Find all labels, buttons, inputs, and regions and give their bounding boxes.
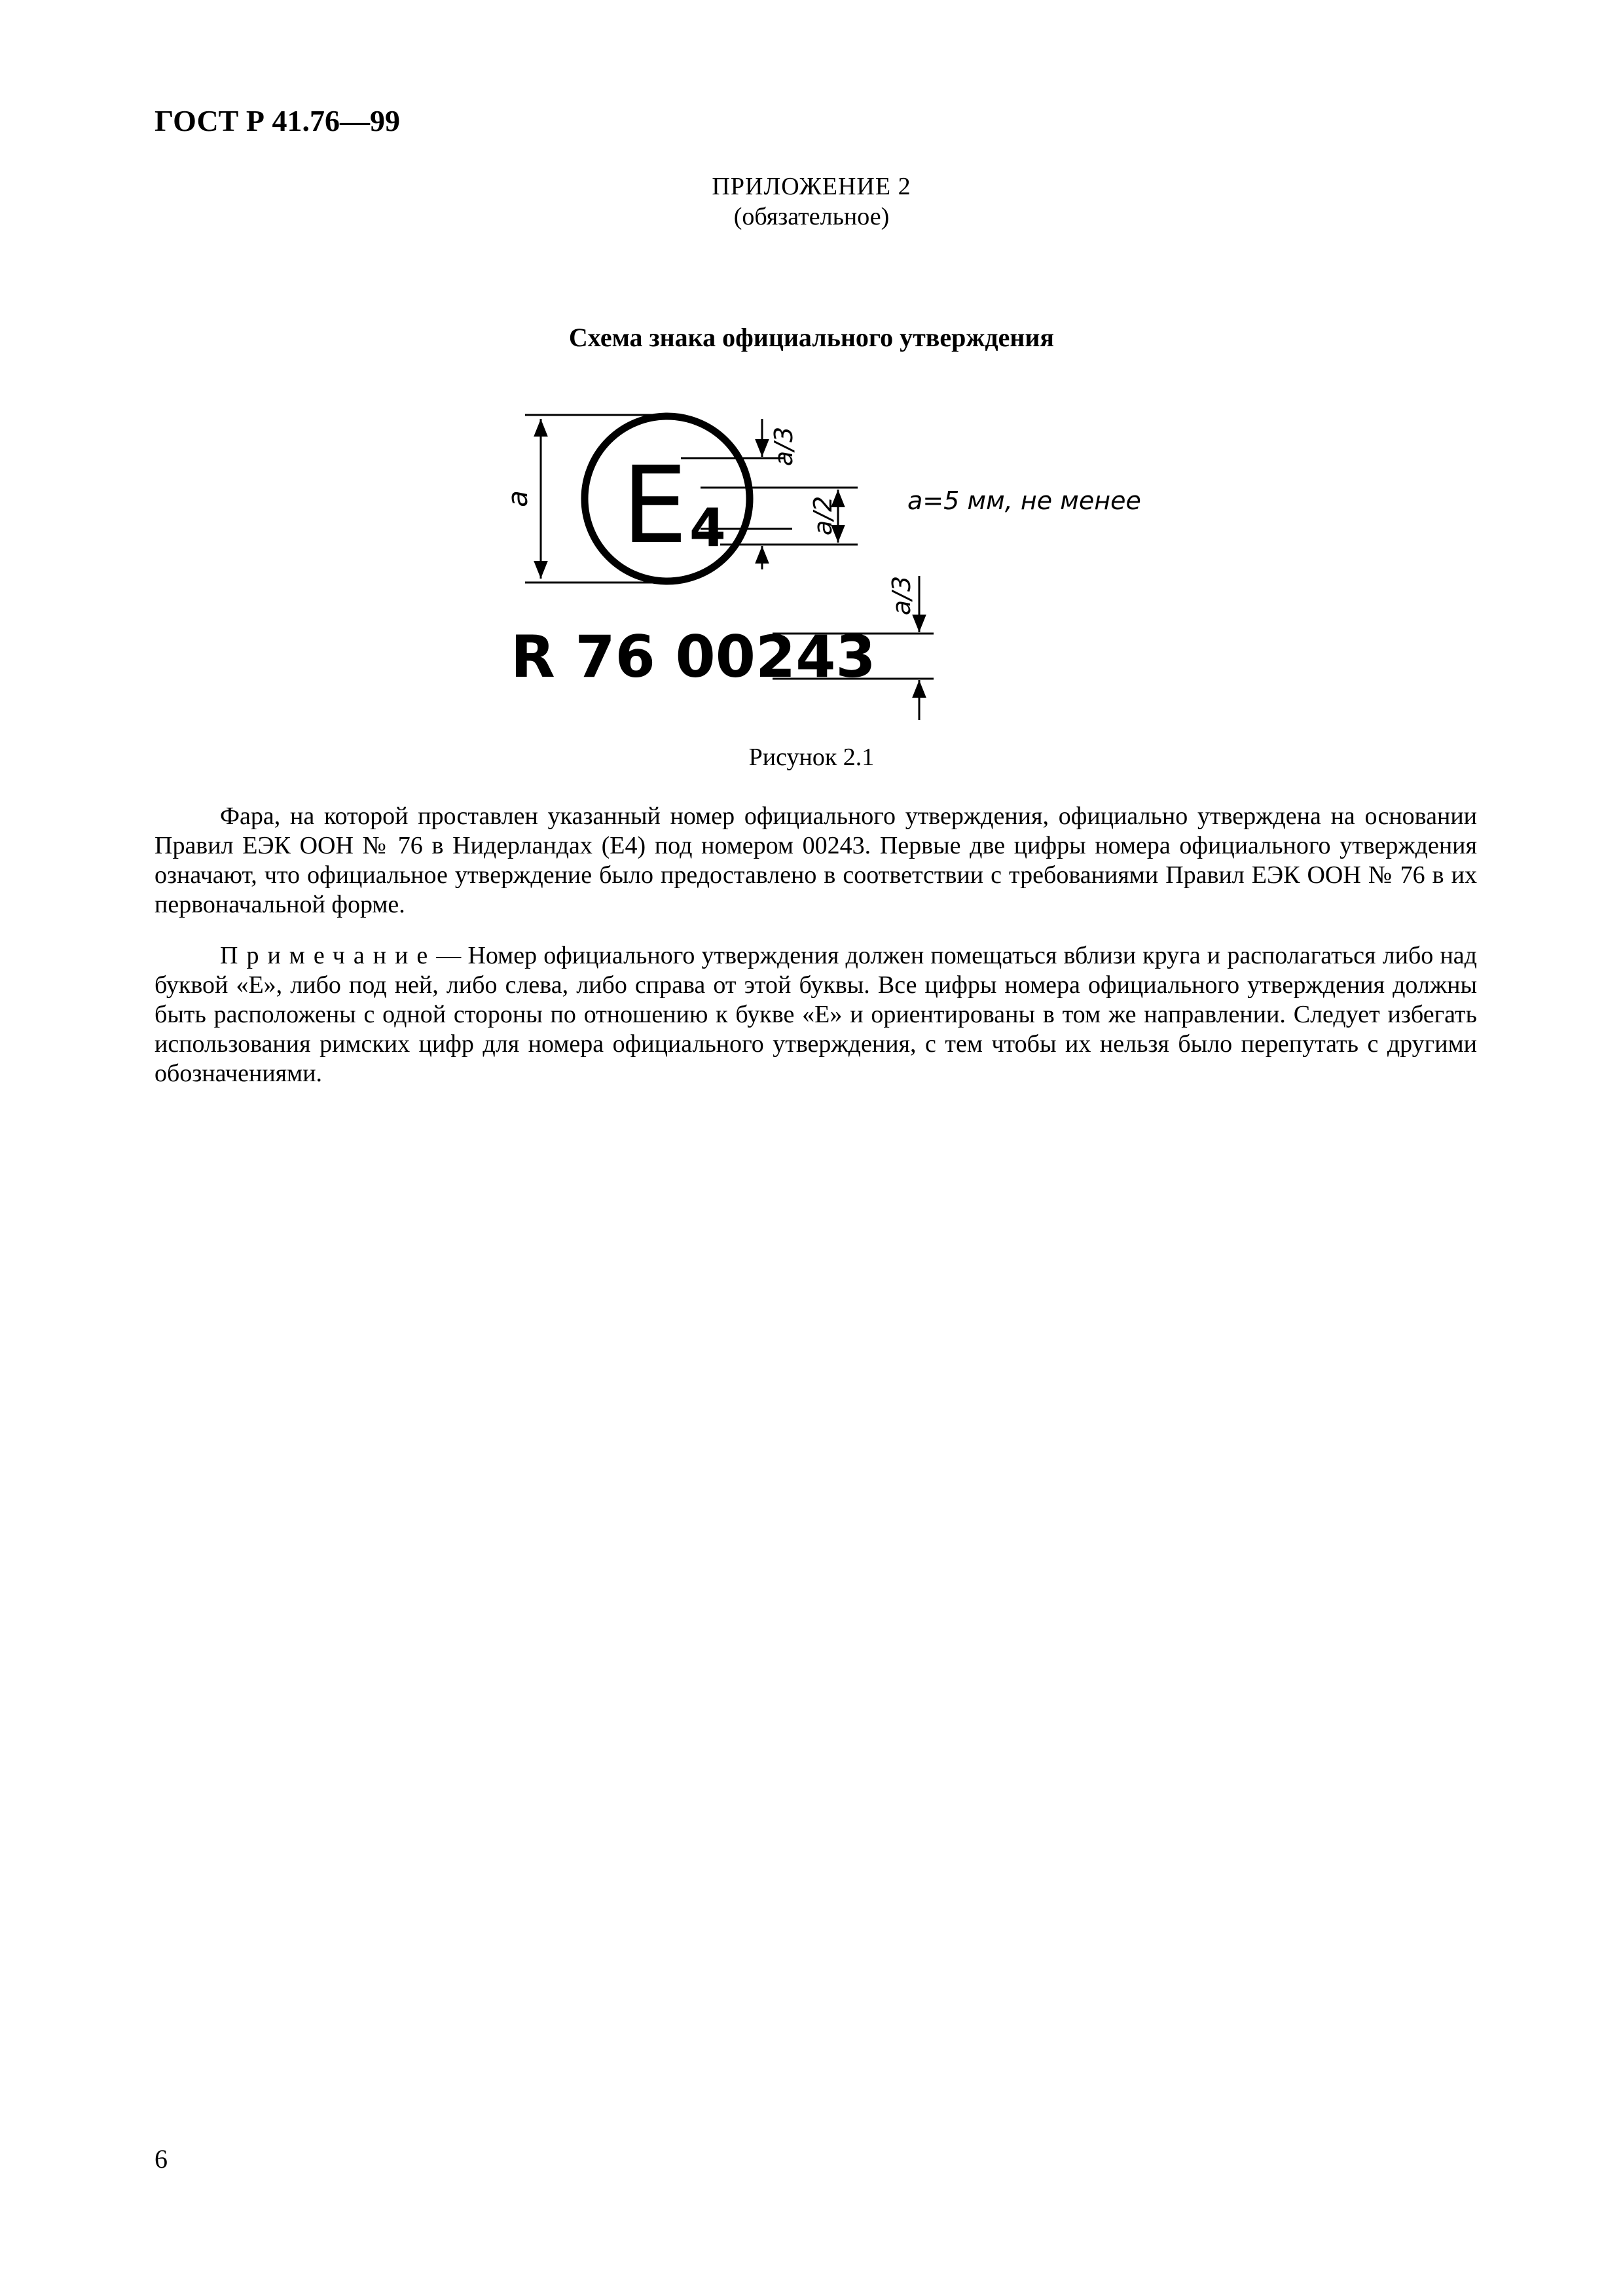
dim-a2-label: a/2 <box>809 495 837 536</box>
appendix-heading <box>0 171 1623 232</box>
dim-a3-top-label: a/3 <box>769 426 798 467</box>
paragraph-explanation-text: Фара, на которой проставлен указанный номер официального утверждения, официально утверждена на основании Правил ЕЭК ООН № 76 в Нидерландах (E4) под номером 00243. Первые две цифры номера официального утверждения означают, что официальное утверждение было предоставлено в соответствии с требованиями Правил ЕЭК ООН № 76 в их первоначальной форме. <box>155 802 1477 918</box>
figure-caption: Рисунок 2.1 <box>748 744 875 771</box>
approval-number: R 76 00243 <box>511 623 876 691</box>
document-code: ГОСТ Р 41.76—99 <box>155 104 400 137</box>
dim-a-label: a <box>501 490 534 507</box>
page-number: 6 <box>155 2144 168 2174</box>
approval-letter-e: E <box>622 444 687 567</box>
approval-mark-diagram <box>484 393 1336 733</box>
appendix-title: ПРИЛОЖЕНИЕ 2 <box>712 173 911 200</box>
dim-a3-bottom-label: a/3 <box>887 575 916 616</box>
appendix-subtitle: (обязательное) <box>733 203 890 230</box>
note-text: — Номер официального утверждения должен помещаться вблизи круга и располагаться либо над буквой «E», либо под ней, либо слева, либо справа от этой буквы. Все цифры номера официального утверждения должны быть расположены с одной стороны по отношению к букве «E» и ориентированы в том же направлении. Следует избегать использования римских цифр для номера официального утверждения, с тем чтобы их нельзя было перепутать с другими обозначениями. <box>155 942 1477 1087</box>
note-label: Примечание <box>220 942 437 969</box>
size-note: a=5 мм, не менее <box>907 486 1141 515</box>
section-title: Схема знака официального утверждения <box>568 323 1055 352</box>
country-number: 4 <box>689 497 726 558</box>
paragraph-note <box>155 941 1477 1088</box>
paragraph-explanation <box>155 802 1477 920</box>
